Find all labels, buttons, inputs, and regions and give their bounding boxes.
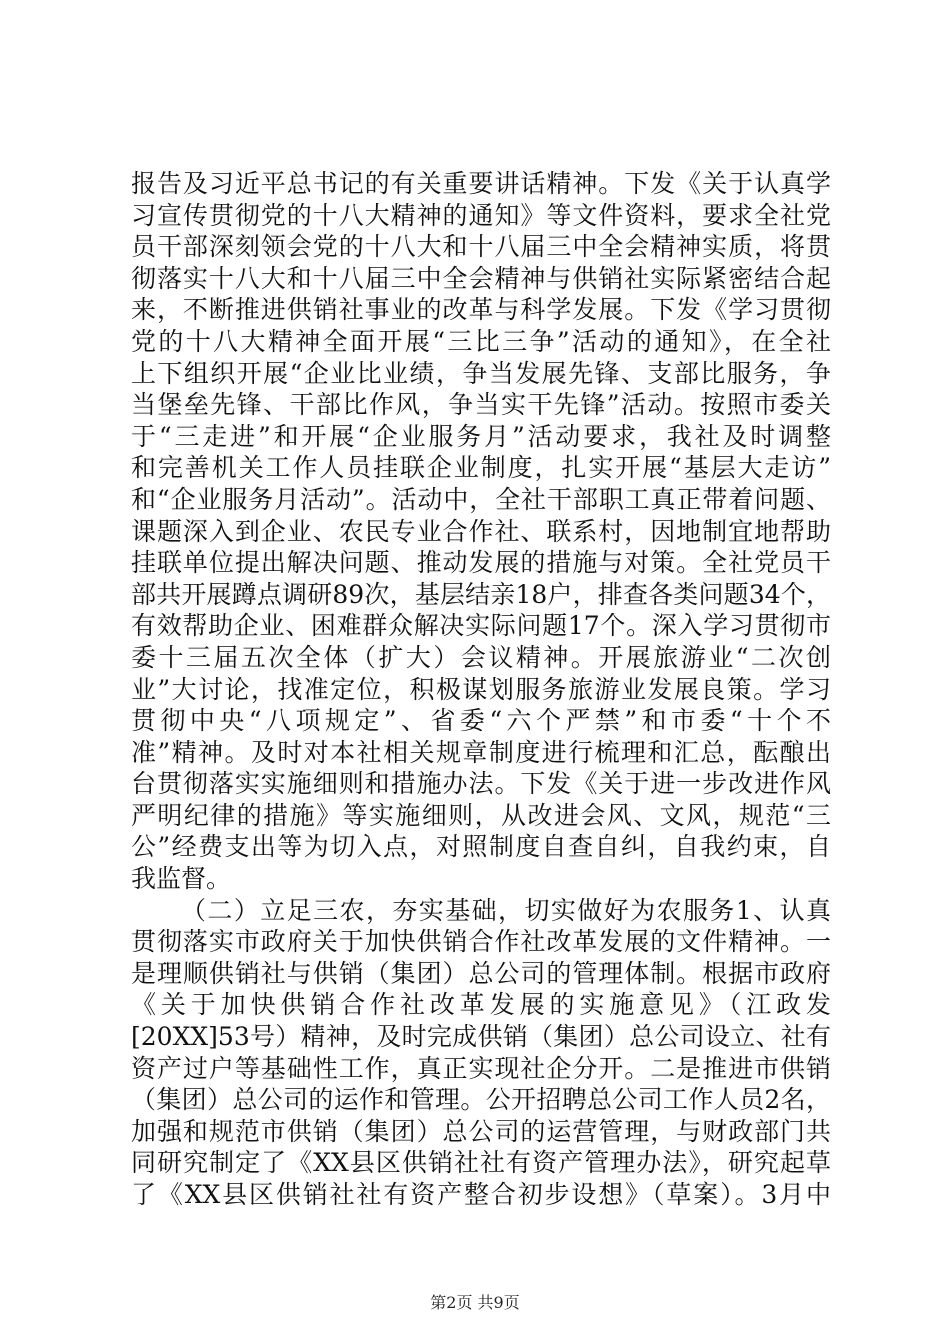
text-line: 同研究制定了《XX县区供销社社有资产管理办法》，研究起草: [131, 1148, 831, 1178]
text-line: （集团）总公司的运作和管理。公开招聘总公司工作人员2名，: [131, 1085, 831, 1115]
text-line: 业”大讨论，找准定位，积极谋划服务旅游业发展良策。学习: [131, 674, 831, 704]
text-line: 彻落实十八大和十八届三中全会精神与供销社实际紧密结合起: [131, 263, 831, 293]
text-line: 有效帮助企业、困难群众解决实际问题17个。深入学习贯彻市: [131, 611, 831, 641]
text-line: 贯彻中央“八项规定”、省委“六个严禁”和市委“十个不: [131, 706, 831, 736]
text-line: 课题深入到企业、农民专业合作社、联系村，因地制宜地帮助: [131, 516, 831, 546]
text-line: 委十三届五次全体（扩大）会议精神。开展旅游业“二次创: [131, 642, 831, 672]
text-line: [20XX]53号）精神，及时完成供销（集团）总公司设立、社有: [131, 1022, 831, 1052]
body-text: [131, 168, 831, 1211]
text-line: 台贯彻落实实施细则和措施办法。下发《关于进一步改进作风: [131, 769, 831, 799]
text-line: 《关于加快供销合作社改革发展的实施意见》（江政发: [131, 990, 831, 1020]
text-line: 来，不断推进供销社事业的改革与科学发展。下发《学习贯彻: [131, 295, 831, 325]
text-line: 了《XX县区供销社社有资产整合初步设想》（草案）。3月中: [131, 1180, 831, 1209]
page-number-footer: 第2页 共9页: [430, 1293, 520, 1312]
text-line: 部共开展蹲点调研89次，基层结亲18户，排查各类问题34个，: [131, 579, 831, 609]
text-line: 员干部深刻领会党的十八大和十八届三中全会精神实质，将贯: [131, 232, 831, 262]
section-heading-line: （二）立足三农，夯实基础，切实做好为农服务1、认真: [181, 895, 831, 925]
text-line: 挂联单位提出解决问题、推动发展的措施与对策。全社党员干: [131, 548, 831, 578]
text-line: 公”经费支出等为切入点，对照制度自查自纠，自我约束，自: [131, 832, 831, 862]
paragraph-end-line: 我监督。: [131, 864, 232, 894]
text-line: 和完善机关工作人员挂联企业制度，扎实开展“基层大走访”: [131, 453, 831, 483]
text-line: 贯彻落实市政府关于加快供销合作社改革发展的文件精神。一: [131, 927, 831, 957]
text-line: 严明纪律的措施》等实施细则，从改进会风、文风，规范“三: [131, 800, 831, 830]
text-line: 准”精神。及时对本社相关规章制度进行梳理和汇总，酝酿出: [131, 737, 831, 767]
text-line: 报告及习近平总书记的有关重要讲话精神。下发《关于认真学: [131, 169, 831, 198]
text-line: 是理顺供销社与供销（集团）总公司的管理体制。根据市政府: [131, 958, 831, 988]
text-line: 加强和规范市供销（集团）总公司的运营管理，与财政部门共: [131, 1116, 831, 1146]
text-line: 于“三走进”和开展“企业服务月”活动要求，我社及时调整: [131, 421, 831, 451]
text-line: 资产过户等基础性工作，真正实现社企分开。二是推进市供销: [131, 1053, 831, 1083]
text-line: 当堡垒先锋、干部比作风，争当实干先锋”活动。按照市委关: [131, 390, 831, 420]
text-line: 和“企业服务月活动”。活动中，全社干部职工真正带着问题、: [131, 484, 831, 514]
text-line: 上下组织开展“企业比业绩，争当发展先锋、支部比服务，争: [131, 358, 831, 388]
text-line: 党的十八大精神全面开展“三比三争”活动的通知》，在全社: [131, 326, 831, 356]
text-line: 习宣传贯彻党的十八大精神的通知》等文件资料，要求全社党: [131, 200, 831, 230]
